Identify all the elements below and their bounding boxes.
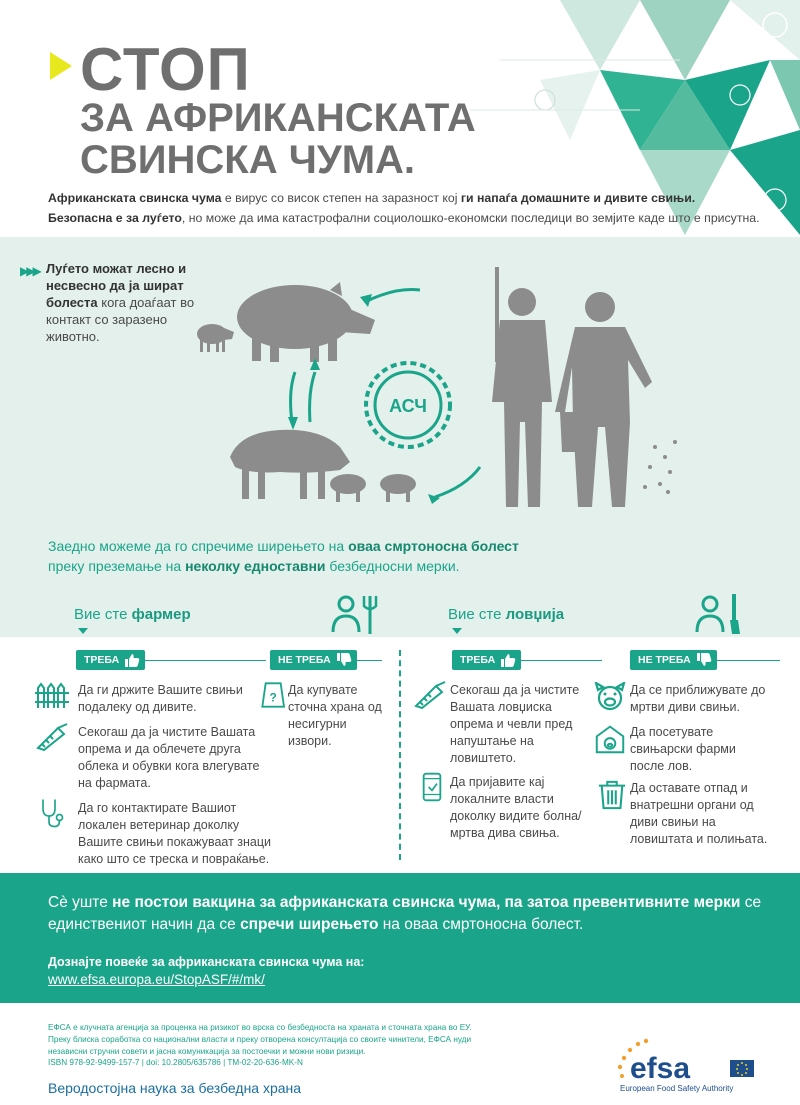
brush-icon — [34, 722, 70, 752]
footer-about: ЕФСА е клучната агенција за проценка на ризикот во врска со безбедноста на храната и сточната храна во ЕУ. Преку блиска соработка со национални власти и преку отворена консултација со своите чинители, ЕФСА нуди независни стручни совети и јасна комуникација за постоечки и можни нови ризици. — [48, 1023, 472, 1056]
fence-icon — [34, 680, 70, 710]
svg-text:efsa: efsa — [630, 1052, 691, 1085]
hunter-caret — [452, 628, 462, 634]
thumbs-up-icon — [123, 652, 141, 668]
feed-bag-icon — [256, 680, 292, 710]
title-line-3: СВИНСКА ЧУМА. — [80, 138, 416, 182]
hunter-heading: Вие сте ловџија — [448, 606, 565, 623]
hunter-dont-item: Да оставате отпад и внатрешни органи од диви свињи на ловиштата и полињата. — [630, 781, 768, 846]
measures-text: Заедно можеме да го спречиме ширењето на оваа смртоносна болест преку преземање на неколку едноставни безбедносни мерки. — [48, 538, 519, 574]
virus-icon — [366, 363, 450, 447]
feed-dots — [643, 440, 677, 494]
farmer-dont-item: Да купувате сточна храна од несигурни извори. — [288, 683, 382, 748]
boar-piglets-icon — [330, 474, 416, 502]
farmer-do-tag: ТРЕБА — [76, 650, 145, 670]
hunter-dont-item: Да посетувате свињарски фарми после лов. — [630, 725, 736, 773]
title-line-2: ЗА АФРИКАНСКАТА — [80, 96, 476, 140]
svg-text:?: ? — [269, 691, 277, 705]
trash-bin-icon — [594, 780, 630, 810]
hunter-icon — [492, 267, 552, 507]
hunter-do-item: Да пријавите кај локалните власти доколку видите болна/мртва дива свиња. — [450, 775, 582, 840]
thumbs-down-icon — [695, 652, 713, 668]
farmer-do-item: Да ги држите Вашите свињи подалеку од дивите. — [78, 683, 243, 714]
hunter-person-icon — [694, 592, 742, 636]
brush-icon — [412, 680, 448, 710]
farmer-do-item: Да го контактирате Вашиот локален ветеринар доколку Вашите свињи покажуваат знаци како што се треска и повраќање. — [78, 801, 272, 866]
intro-text: Африканската свинска чума е вирус со висок степен на заразност кој ги напаѓа домашните и дивите свињи. Безопасна е за луѓето, но може да има катастрофални социолошко-економски последици во земјите каде што е присутна. — [48, 191, 760, 225]
pig-face-icon — [592, 682, 628, 712]
learn-more-label: Дознајте повеќе за африканската свинска чума на: — [48, 955, 365, 969]
farmer-do-item: Секогаш да ја чистите Вашата опрема и да облечете друга облека и обувки кога влегувате на фармата. — [78, 725, 260, 790]
piglet-icon — [197, 324, 234, 352]
farmer-heading: Вие сте фармер — [74, 606, 191, 623]
thumbs-down-icon — [335, 652, 353, 668]
footer-tagline: Веродостојна наука за безбедна храна — [48, 1080, 302, 1096]
domestic-pig-icon — [237, 282, 375, 362]
hunter-dont-item: Да се приближувате до мртви диви свињи. — [630, 683, 766, 714]
hunter-do-item: Секогаш да ја чистите Вашата ловџиска опрема и чевли пред напуштање на ловиштето. — [450, 683, 580, 765]
yellow-arrow-icon — [50, 52, 72, 80]
transmission-note: Луѓето можат лесно и несвесно да ја шират болеста кога доаѓаат во контакт со заразено животно. — [46, 261, 195, 344]
farmer-icon — [555, 292, 652, 507]
wild-boar-icon — [230, 430, 350, 499]
pig-farm-icon — [592, 724, 628, 754]
efsa-link[interactable]: www.efsa.europa.eu/StopASF/#/mk/ — [48, 972, 265, 987]
hunter-dont-tag: НЕ ТРЕБА — [630, 650, 717, 670]
svg-text:European Food Safety Authority: European Food Safety Authority — [620, 1084, 734, 1093]
footer-isbn: ISBN 978-92-9499-157-7 | doi: 10.2805/635786 | TM-02-20-636-MK-N — [48, 1058, 303, 1067]
section-divider — [399, 650, 401, 860]
hunter-do-tag: ТРЕБА — [452, 650, 521, 670]
title-stop: СТОП — [80, 36, 251, 103]
triple-arrow-icon: ▶▶▶ — [20, 264, 39, 278]
farmer-caret — [78, 628, 88, 634]
vaccine-statement: Сè уште не постои вакцина за африканската свинска чума, па затоа превентивните мерки се единствениот начин да се спречи ширењето на оваа смртоносна болест. — [48, 894, 762, 933]
farmer-dont-tag: НЕ ТРЕБА — [270, 650, 357, 670]
efsa-logo — [600, 1032, 760, 1094]
farmer-person-icon — [330, 592, 378, 636]
mobile-phone-icon — [414, 772, 450, 802]
transmission-illustration — [180, 262, 680, 517]
thumbs-up-icon — [499, 652, 517, 668]
svg-text:АСЧ: АСЧ — [389, 396, 427, 416]
stethoscope-icon — [34, 798, 70, 828]
